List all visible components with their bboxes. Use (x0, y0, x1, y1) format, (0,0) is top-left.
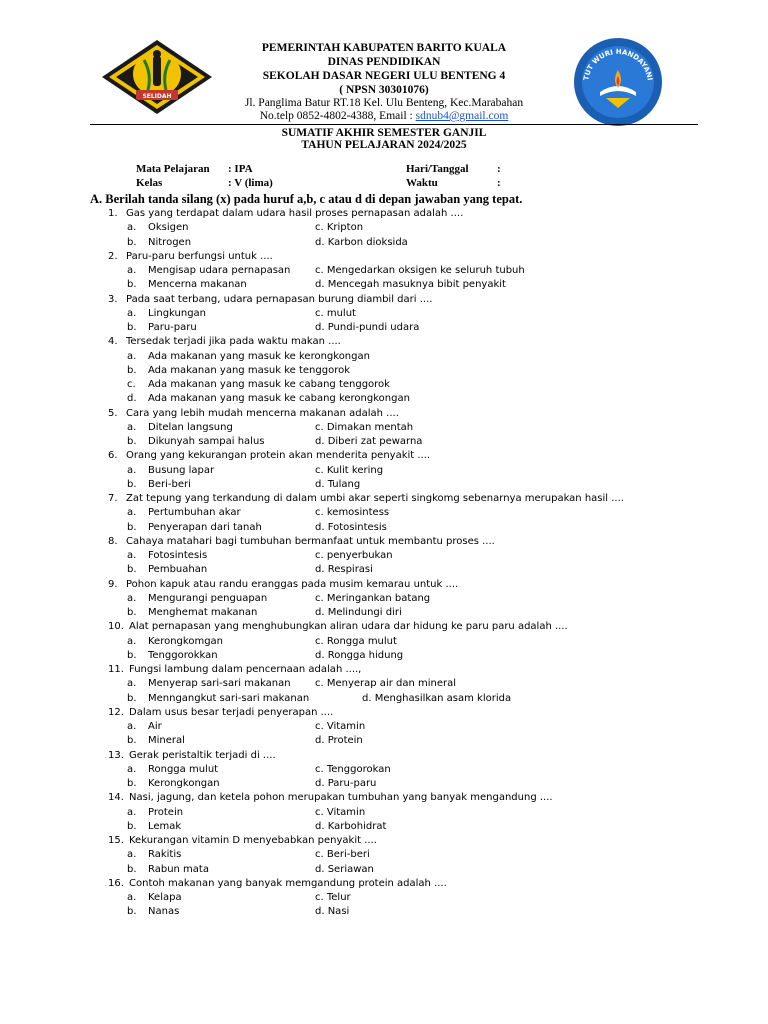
option-text: d. Rongga hidung (315, 649, 404, 661)
question-text: Orang yang kekurangan protein akan menderita penyakit .... (126, 450, 431, 462)
option-letter: b. (127, 649, 137, 661)
subject-value: : IPA (228, 163, 253, 175)
option-letter: a. (127, 507, 137, 519)
option-letter: b. (127, 322, 137, 333)
question-text: Zat tepung yang terkandung di dalam umbi akar seperti singkomg sebenarnya merupakan hasil .... (126, 493, 624, 504)
option-text: d. Fotosintesis (315, 521, 387, 533)
option-text: Menghemat makanan (148, 607, 258, 618)
option-letter: a. (127, 806, 137, 818)
question-text: Nasi, jagung, dan ketela pohon merupakan tumbuhan yang banyak mengandung .... (129, 792, 553, 804)
option-text: Pembuahan (148, 564, 208, 576)
option-text: d. Karbohidrat (315, 820, 387, 832)
question-number: 9. (108, 578, 118, 590)
option-text: Oksigen (148, 222, 189, 234)
option-letter: a. (127, 550, 137, 561)
option-letter: a. (127, 350, 137, 362)
option-text: d. Melindungi diri (315, 607, 402, 618)
question-text: Pohon kapuk atau randu eranggas pada musim kemarau untuk .... (126, 578, 459, 590)
option-text: Ada makanan yang masuk ke tenggorok (148, 364, 351, 376)
option-letter: a. (127, 849, 137, 861)
option-text: c. Vitamin (315, 721, 366, 732)
question-text: Tersedak terjadi jika pada waktu makan .... (126, 336, 341, 348)
option-text: c. Vitamin (315, 806, 366, 818)
question-number: 10. (108, 621, 124, 633)
option-text: d. Nasi (315, 906, 350, 918)
exam-year: TAHUN PELAJARAN 2024/2025 (301, 139, 467, 151)
option-text: Pertumbuhan akar (148, 507, 241, 519)
time-label: Waktu (406, 177, 438, 189)
option-text: Busung lapar (148, 464, 215, 476)
question-number: 4. (108, 336, 118, 348)
header-government: PEMERINTAH KABUPATEN BARITO KUALA (261, 42, 507, 54)
option-letter: d. (127, 393, 137, 405)
option-text: Kerongkomgan (148, 635, 224, 647)
option-text: d. Respirasi (315, 564, 373, 576)
header-contact (0, 110, 768, 123)
option-text: Nanas (148, 906, 180, 918)
option-text: Ada makanan yang masuk ke kerongkongan (148, 350, 370, 362)
option-letter: b. (127, 236, 137, 248)
option-text: Tenggorokkan (148, 649, 218, 661)
option-text: d. Protein (315, 735, 363, 747)
date-value: : (497, 163, 501, 175)
option-letter: a. (127, 222, 137, 234)
option-letter: a. (127, 265, 137, 276)
option-text: c. Meringankan batang (315, 592, 431, 604)
exam-title: SUMATIF AKHIR SEMESTER GANJIL (281, 127, 487, 139)
question-text: Dalam usus besar terjadi penyerapan .... (129, 706, 334, 718)
option-text: c. Telur (315, 892, 351, 903)
class-label: Kelas (136, 177, 163, 189)
option-letter: a. (127, 307, 137, 319)
option-text: c. penyerbukan (315, 550, 393, 561)
option-text: c. Beri-beri (315, 849, 370, 861)
option-text: d. Karbon dioksida (315, 236, 408, 248)
option-text: d. Seriawan (315, 863, 374, 875)
option-text: Lemak (148, 820, 182, 832)
option-text: Lingkungan (148, 307, 207, 319)
option-letter: b. (127, 564, 137, 576)
question-text: Alat pernapasan yang menghubungkan aliran udara dar hidung ke paru paru adalah .... (129, 621, 568, 633)
option-letter: b. (127, 607, 137, 618)
question-text: Fungsi lambung dalam pencernaan adalah ...., (129, 664, 362, 675)
option-letter: a. (127, 592, 137, 604)
option-text: Rongga mulut (148, 763, 219, 775)
header-divider (90, 124, 698, 125)
option-text: Fotosintesis (148, 550, 208, 561)
option-text: Ada makanan yang masuk ke cabang tenggorok (148, 379, 390, 390)
option-text: d. Diberi zat pewarna (315, 436, 423, 447)
option-letter: b. (127, 436, 137, 447)
header-address: Jl. Panglima Batur RT.18 Kel. Ulu Benteng, Kec.Marabahan (244, 97, 524, 109)
option-text: c. Mengedarkan oksigen ke seluruh tubuh (315, 265, 525, 276)
question-number: 1. (108, 208, 118, 219)
subject-label: Mata Pelajaran (136, 163, 210, 175)
option-letter: b. (127, 778, 137, 789)
option-text: c. Kulit kering (315, 464, 384, 476)
option-letter: b. (127, 279, 137, 291)
question-number: 14. (108, 792, 124, 804)
option-text: Mengisap udara pernapasan (148, 265, 291, 276)
option-letter: b. (127, 364, 137, 376)
option-text: Kelapa (148, 892, 182, 903)
header-npsn: ( NPSN 30301076) (339, 84, 429, 96)
question-number: 15. (108, 835, 124, 846)
option-text: c. kemosintess (315, 507, 390, 519)
option-text: Beri-beri (148, 478, 191, 490)
option-letter: c. (127, 379, 136, 390)
option-letter: b. (127, 906, 137, 918)
option-text: Air (148, 721, 162, 732)
option-letter: b. (127, 863, 137, 875)
question-text: Cahaya matahari bagi tumbuhan bermanfaat untuk membantu proses .... (126, 535, 495, 547)
option-text: Kerongkongan (148, 778, 220, 789)
question-number: 3. (108, 293, 118, 305)
option-text: Menngangkut sari-sari makanan (148, 692, 310, 704)
section-a-instruction: A. Berilah tanda silang (x) pada huruf a,b, c atau d di depan jawaban yang tepat. (90, 192, 523, 206)
option-letter: b. (127, 735, 137, 747)
question-text: Paru-paru berfungsi untuk .... (126, 250, 273, 262)
question-number: 6. (108, 450, 118, 462)
option-text: d. Mencegah masuknya bibit penyakit (315, 279, 506, 291)
question-number: 13. (108, 749, 124, 761)
option-letter: a. (127, 464, 137, 476)
question-text: Gerak peristaltik terjadi di .... (129, 749, 276, 761)
time-value: : (497, 177, 501, 189)
option-text: Ada makanan yang masuk ke cabang kerongkongan (148, 393, 410, 405)
option-text: Mengurangi penguapan (148, 592, 268, 604)
option-letter: b. (127, 478, 137, 490)
option-text: c. Dimakan mentah (315, 421, 414, 433)
option-letter: a. (127, 635, 137, 647)
date-label: Hari/Tanggal (406, 163, 469, 175)
option-text: Mineral (148, 735, 185, 747)
option-text: Menyerap sari-sari makanan (148, 678, 291, 690)
option-letter: a. (127, 892, 137, 903)
question-number: 12. (108, 706, 124, 718)
logo-left-text: SELIDAH (142, 93, 172, 100)
option-text: d. Paru-paru (315, 778, 377, 789)
header-email-link[interactable]: sdnub4@gmail.com (415, 110, 509, 122)
option-text: Rakitis (148, 849, 182, 861)
option-letter: a. (127, 763, 137, 775)
question-number: 7. (108, 493, 118, 504)
option-text: Dikunyah sampai halus (148, 436, 265, 447)
question-text: Gas yang terdapat dalam udara hasil proses pernapasan adalah .... (126, 208, 464, 219)
option-letter: b. (127, 521, 137, 533)
option-letter: a. (127, 421, 137, 433)
question-text: Contoh makanan yang banyak memgandung protein adalah .... (129, 877, 447, 889)
header-department: DINAS PENDIDIKAN (327, 56, 441, 68)
class-value: : V (lima) (228, 177, 273, 189)
question-number: 8. (108, 535, 118, 547)
option-text: Penyerapan dari tanah (148, 521, 262, 533)
option-text: c. mulut (315, 307, 356, 319)
option-text: d. Pundi-pundi udara (315, 322, 420, 333)
option-text: Nitrogen (148, 236, 192, 248)
question-text: Kekurangan vitamin D menyebabkan penyakit .... (129, 835, 377, 846)
question-number: 5. (108, 407, 118, 419)
header-phone: No.telp 0852-4802-4388, Email : (259, 110, 416, 122)
option-text: Protein (148, 806, 184, 818)
option-letter: a. (127, 678, 137, 690)
option-text: c. Tenggorokan (315, 763, 391, 775)
question-number: 11. (108, 664, 124, 675)
option-text: Ditelan langsung (148, 421, 233, 433)
option-letter: b. (127, 820, 137, 832)
question-number: 16. (108, 877, 124, 889)
question-number: 2. (108, 250, 118, 262)
option-text: d. Tulang (315, 478, 361, 490)
option-text: Paru-paru (148, 322, 197, 333)
option-text: c. Menyerap air dan mineral (315, 678, 457, 690)
option-text: Mencerna makanan (148, 279, 247, 291)
option-text: d. Menghasilkan asam klorida (362, 692, 512, 704)
option-letter: b. (127, 692, 137, 704)
option-text: c. Rongga mulut (315, 635, 397, 647)
question-text: Cara yang lebih mudah mencerna makanan adalah .... (126, 407, 399, 419)
question-text: Pada saat terbang, udara pernapasan burung diambil dari .... (126, 293, 433, 305)
logo-right-text: TUT WURI HANDAYANI (582, 47, 654, 82)
option-letter: a. (127, 721, 137, 732)
header-school-name: SEKOLAH DASAR NEGERI ULU BENTENG 4 (262, 70, 506, 82)
option-text: c. Kripton (315, 222, 364, 234)
option-text: Rabun mata (148, 863, 209, 875)
